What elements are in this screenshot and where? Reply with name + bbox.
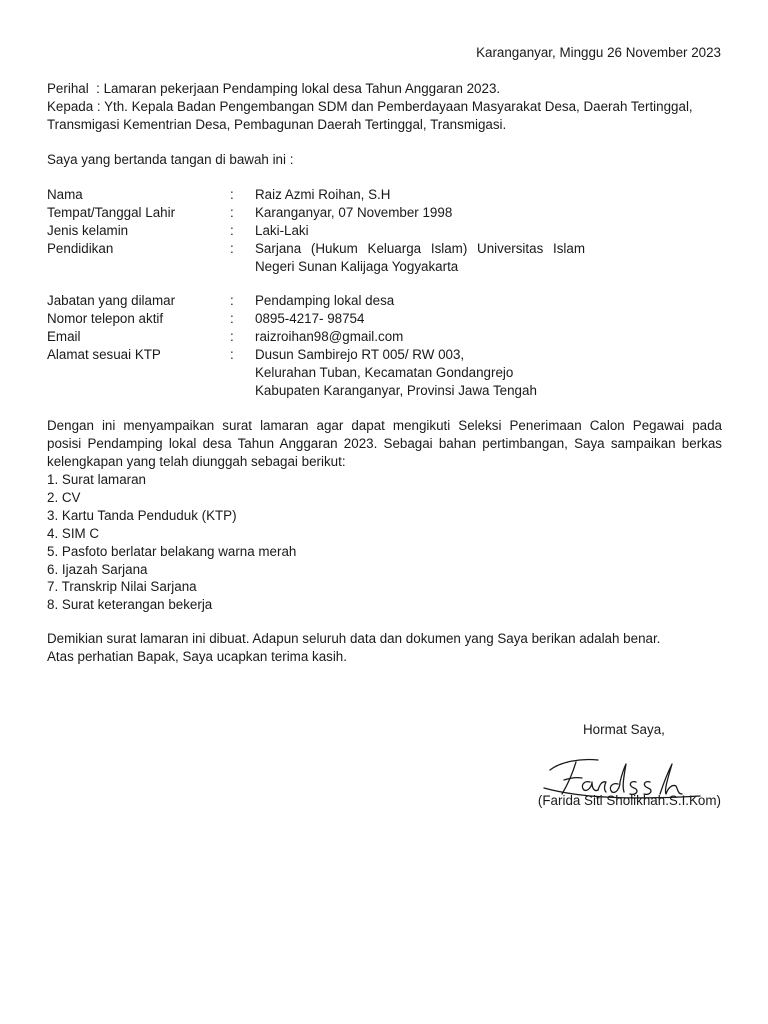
- intro-sentence: Saya yang bertanda tangan di bawah ini :: [47, 152, 294, 167]
- field-row-alamat: [47, 346, 727, 400]
- field-value-line: Raiz Azmi Roihan, S.H: [255, 187, 391, 202]
- field-value-line: Kelurahan Tuban, Kecamatan Gondangrejo: [255, 365, 514, 380]
- field-value-line: Pendamping lokal desa: [255, 293, 395, 308]
- list-item: 4. SIM C: [47, 525, 100, 541]
- field-value: [255, 222, 585, 240]
- field-value: [255, 328, 585, 346]
- field-value: [255, 310, 585, 328]
- field-row-ttl: [47, 204, 727, 222]
- field-colon: :: [230, 329, 234, 344]
- field-value-line: Dusun Sambirejo RT 005/ RW 003,: [255, 347, 465, 362]
- field-row-jenis-kelamin: [47, 222, 727, 240]
- field-row-nama: [47, 186, 727, 204]
- list-item: 8. Surat keterangan bekerja: [47, 597, 213, 613]
- field-label: Nama: [47, 187, 83, 202]
- field-value-line: Sarjana (Hukum Keluarga Islam) Universitas Islam: [255, 241, 585, 256]
- field-value-line: 0895-4217- 98754: [255, 311, 365, 326]
- body-line: kelengkapan yang telah diunggah sebagai berikut:: [47, 453, 346, 469]
- field-colon: :: [230, 311, 234, 326]
- field-label: Tempat/Tanggal Lahir: [47, 205, 176, 220]
- field-value: [255, 186, 585, 204]
- application-data-table: [47, 292, 727, 400]
- body-line: Dengan ini menyampaikan surat lamaran agar dapat mengikuti Seleksi Penerimaan Calon Pegawai pada: [47, 418, 722, 433]
- letter-date: Karanganyar, Minggu 26 November 2023: [476, 45, 721, 60]
- field-colon: :: [230, 241, 234, 256]
- field-label: Nomor telepon aktif: [47, 311, 164, 326]
- recipient-line-2: Transmigasi Kementrian Desa, Pembagunan Daerah Tertinggal, Transmigasi.: [47, 117, 507, 133]
- recipient-line-1: Kepada : Yth. Kepala Badan Pengembangan SDM dan Pemberdayaan Masyarakat Desa, Daerah Tertinggal,: [47, 99, 693, 115]
- list-item: 6. Ijazah Sarjana: [47, 561, 148, 577]
- list-item: 5. Pasfoto berlatar belakang warna merah: [47, 543, 297, 559]
- field-colon: :: [230, 347, 234, 362]
- body-line: posisi Pendamping lokal desa Tahun Anggaran 2023. Sebagai bahan pertimbangan, Saya sampaikan berkas: [47, 435, 722, 451]
- field-value: [255, 204, 585, 222]
- field-value: [255, 240, 585, 276]
- attachment-list: [47, 471, 296, 614]
- field-row-email: [47, 328, 727, 346]
- closing-line-2: Atas perhatian Bapak, Saya ucapkan terima kasih.: [47, 649, 347, 665]
- field-value-line: Laki-Laki: [255, 223, 309, 238]
- field-value-line: Negeri Sunan Kalijaga Yogyakarta: [255, 259, 459, 274]
- body-paragraph: [47, 417, 722, 470]
- field-row-telepon: [47, 310, 727, 328]
- field-label: Jenis kelamin: [47, 223, 129, 238]
- field-value-line: Karanganyar, 07 November 1998: [255, 205, 453, 220]
- closing-line-1: Demikian surat lamaran ini dibuat. Adapun seluruh data dan dokumen yang Saya berikan adalah benar.: [47, 631, 661, 646]
- personal-data-table: [47, 186, 727, 276]
- field-value: [255, 292, 585, 310]
- field-colon: :: [230, 187, 234, 202]
- list-item: 3. Kartu Tanda Penduduk (KTP): [47, 507, 237, 523]
- field-value: [255, 346, 585, 400]
- field-colon: :: [230, 223, 234, 238]
- field-colon: :: [230, 293, 234, 308]
- list-item: 2. CV: [47, 489, 81, 505]
- field-colon: :: [230, 205, 234, 220]
- field-row-jabatan: [47, 292, 727, 310]
- field-row-pendidikan: [47, 240, 727, 276]
- list-item: 7. Transkrip Nilai Sarjana: [47, 579, 197, 595]
- field-label: Jabatan yang dilamar: [47, 293, 176, 308]
- field-label: Pendidikan: [47, 241, 114, 256]
- regards-text: Hormat Saya,: [583, 722, 665, 737]
- field-value-line: raizroihan98@gmail.com: [255, 329, 404, 344]
- list-item: 1. Surat lamaran: [47, 472, 146, 487]
- field-label: Email: [47, 329, 81, 344]
- closing-paragraph: [47, 630, 660, 667]
- signer-name: (Farida Siti Sholikhah.S.I.Kom): [537, 793, 721, 808]
- field-label: Alamat sesuai KTP: [47, 347, 161, 362]
- subject-line: Perihal : Lamaran pekerjaan Pendamping lokal desa Tahun Anggaran 2023.: [47, 81, 501, 96]
- field-value-line: Kabupaten Karanganyar, Provinsi Jawa Tengah: [255, 383, 537, 398]
- letter-header: [47, 80, 727, 135]
